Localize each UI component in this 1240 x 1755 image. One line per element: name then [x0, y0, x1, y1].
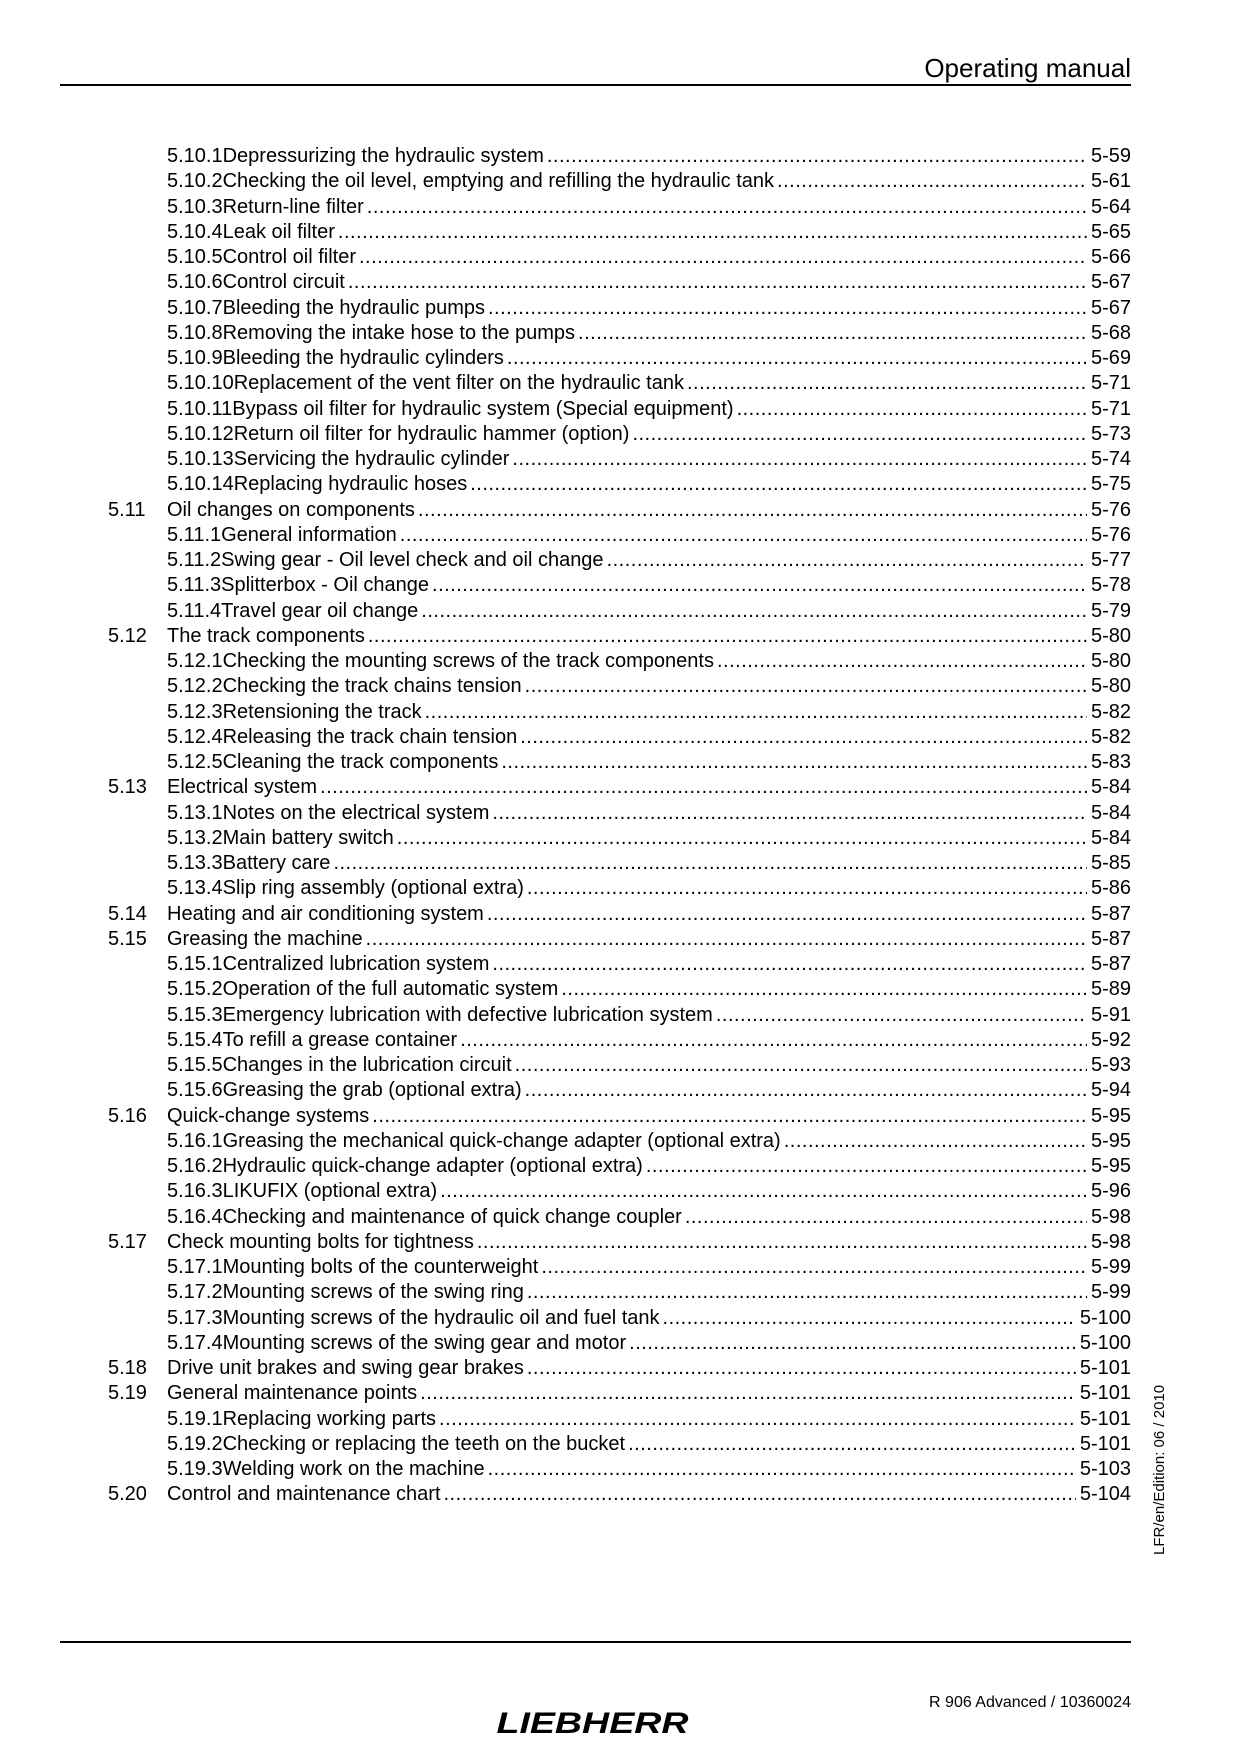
- toc-entry-title: Changes in the lubrication circuit: [222, 1054, 512, 1076]
- toc-dot-leader: [348, 270, 1087, 295]
- toc-entry: [108, 371, 1131, 396]
- toc-dot-leader: [440, 1179, 1087, 1204]
- toc-entry-number: 5.10.8: [167, 321, 223, 344]
- toc-entry-page: 5-68: [1090, 321, 1131, 344]
- toc-entry-page: 5-74: [1090, 448, 1131, 470]
- toc-entry-page: 5-64: [1090, 195, 1131, 218]
- header-divider: [60, 84, 1131, 86]
- toc-dot-leader: [717, 649, 1087, 674]
- toc-entry-page: 5-101: [1079, 1357, 1131, 1379]
- toc-entry-title: Checking or replacing the teeth on the bucket: [222, 1432, 626, 1455]
- toc-entry-page: 5-84: [1090, 801, 1131, 824]
- toc-entry: [108, 573, 1131, 598]
- toc-entry-title: Bleeding the hydraulic pumps: [222, 296, 485, 319]
- document-code: R 906 Advanced / 10360024: [929, 1694, 1131, 1711]
- toc-entry-title: Mounting screws of the swing gear and motor: [222, 1331, 627, 1354]
- toc-entry-title: Checking the track chains tension: [222, 675, 522, 698]
- footer-divider: [60, 1641, 1131, 1643]
- toc-entry-number: 5.17.2: [167, 1281, 223, 1304]
- toc-dot-leader: [629, 1331, 1076, 1356]
- toc-dot-leader: [460, 1028, 1087, 1053]
- toc-entry: [108, 1306, 1131, 1331]
- toc-entry-title: Battery care: [222, 852, 331, 874]
- toc-entry-number: 5.15.1: [167, 953, 223, 975]
- toc-entry-page: 5-59: [1090, 145, 1131, 167]
- toc-entry: [108, 447, 1131, 472]
- toc-entry: [108, 1407, 1131, 1432]
- toc-dot-leader: [368, 624, 1087, 649]
- toc-dot-leader: [501, 750, 1087, 775]
- toc-entry-title: Control oil filter: [222, 246, 356, 268]
- toc-entry-page: 5-73: [1090, 422, 1131, 445]
- toc-entry: [108, 952, 1131, 977]
- toc-entry-number: 5.11.3: [167, 574, 222, 597]
- toc-entry-number: 5.16.3: [167, 1180, 223, 1203]
- toc-dot-leader: [687, 371, 1087, 396]
- toc-entry-title: Leak oil filter: [222, 220, 335, 243]
- toc-dot-leader: [525, 1078, 1087, 1103]
- toc-entry: [108, 700, 1131, 725]
- toc-entry: [108, 245, 1131, 270]
- toc-entry-page: 5-98: [1090, 1205, 1131, 1228]
- toc-entry-page: 5-83: [1090, 751, 1131, 773]
- table-of-contents: [108, 144, 1131, 1508]
- toc-entry-number: 5.12.1: [167, 650, 223, 672]
- toc-entry-number: 5.10.4: [167, 220, 223, 243]
- toc-entry-number: 5.10.14: [167, 473, 234, 496]
- toc-entry-title: Travel gear oil change: [221, 599, 419, 622]
- toc-entry: [108, 826, 1131, 851]
- toc-entry-title: Cleaning the track components: [222, 751, 499, 773]
- toc-entry-number: 5.11: [108, 498, 146, 521]
- toc-entry-page: 5-86: [1090, 877, 1131, 900]
- document-title: Operating manual: [924, 53, 1131, 83]
- toc-entry: [108, 1154, 1131, 1179]
- toc-entry-page: 5-80: [1090, 675, 1131, 698]
- liebherr-logo: [495, 1708, 690, 1736]
- toc-dot-leader: [420, 1381, 1076, 1406]
- toc-entry-title: Replacing hydraulic hoses: [233, 473, 468, 496]
- toc-entry: [108, 977, 1131, 1002]
- toc-entry-page: 5-95: [1090, 1129, 1131, 1152]
- toc-entry-number: 5.15.5: [167, 1054, 223, 1076]
- toc-entry-page: 5-101: [1079, 1382, 1131, 1405]
- toc-dot-leader: [607, 548, 1087, 573]
- toc-entry-number: 5.13: [108, 776, 147, 799]
- toc-entry-page: 5-99: [1090, 1281, 1131, 1304]
- toc-dot-leader: [492, 801, 1087, 826]
- toc-entry-title: Retensioning the track: [222, 700, 422, 723]
- toc-entry-number: 5.12.5: [167, 751, 223, 773]
- toc-entry-number: 5.17.4: [167, 1331, 223, 1354]
- toc-entry-number: 5.16.2: [167, 1155, 223, 1177]
- toc-entry: [108, 1205, 1131, 1230]
- toc-entry-page: 5-75: [1090, 473, 1131, 496]
- toc-entry: [108, 1053, 1131, 1078]
- toc-entry-title: Electrical system: [167, 776, 318, 799]
- toc-dot-leader: [400, 523, 1087, 548]
- toc-entry-page: 5-87: [1090, 902, 1131, 925]
- toc-entry-title: Checking and maintenance of quick change coupler: [222, 1205, 682, 1228]
- toc-entry: [108, 346, 1131, 371]
- toc-entry-number: 5.18: [108, 1357, 147, 1379]
- toc-dot-leader: [333, 851, 1087, 876]
- toc-entry: [108, 144, 1131, 169]
- toc-dot-leader: [477, 1230, 1087, 1255]
- toc-dot-leader: [507, 346, 1087, 371]
- toc-entry-page: 5-66: [1090, 246, 1131, 268]
- toc-dot-leader: [372, 1104, 1087, 1129]
- toc-entry-page: 5-93: [1090, 1054, 1131, 1076]
- toc-entry-number: 5.10.6: [167, 271, 223, 294]
- toc-entry-page: 5-101: [1079, 1432, 1131, 1455]
- toc-entry: [108, 321, 1131, 346]
- toc-entry-page: 5-65: [1090, 220, 1131, 243]
- toc-dot-leader: [320, 775, 1087, 800]
- toc-dot-leader: [561, 977, 1087, 1002]
- toc-entry-number: 5.11.4: [167, 599, 222, 622]
- toc-entry: [108, 498, 1131, 523]
- toc-entry-number: 5.17: [108, 1230, 147, 1253]
- toc-entry-title: Removing the intake hose to the pumps: [222, 321, 576, 344]
- toc-entry-number: 5.13.1: [167, 801, 223, 824]
- toc-entry-title: To refill a grease container: [222, 1028, 458, 1051]
- toc-entry-page: 5-82: [1090, 700, 1131, 723]
- toc-entry-page: 5-76: [1090, 523, 1131, 546]
- toc-entry-page: 5-76: [1090, 498, 1131, 521]
- toc-entry: [108, 775, 1131, 800]
- toc-entry-title: Main battery switch: [222, 826, 394, 849]
- toc-entry-number: 5.20: [108, 1483, 147, 1506]
- toc-dot-leader: [492, 952, 1087, 977]
- toc-entry-number: 5.12.3: [167, 700, 223, 723]
- toc-entry-title: Servicing the hydraulic cylinder: [233, 448, 510, 470]
- toc-entry-page: 5-104: [1079, 1483, 1131, 1506]
- toc-entry-page: 5-89: [1090, 978, 1131, 1001]
- toc-entry-number: 5.10.2: [167, 170, 223, 193]
- toc-entry: [108, 1078, 1131, 1103]
- toc-entry: [108, 169, 1131, 194]
- toc-entry: [108, 1003, 1131, 1028]
- toc-entry-number: 5.10.1: [167, 145, 223, 167]
- toc-entry-page: 5-100: [1079, 1306, 1131, 1329]
- toc-dot-leader: [547, 144, 1087, 169]
- toc-entry: [108, 397, 1131, 422]
- toc-entry-number: 5.10.3: [167, 195, 223, 218]
- toc-entry-number: 5.16.4: [167, 1205, 223, 1228]
- toc-entry-title: LIKUFIX (optional extra): [222, 1180, 438, 1203]
- toc-entry-title: Heating and air conditioning system: [167, 902, 484, 925]
- toc-dot-leader: [520, 725, 1087, 750]
- toc-entry-title: Slip ring assembly (optional extra): [222, 877, 524, 900]
- toc-entry-number: 5.10.7: [167, 296, 223, 319]
- toc-entry-number: 5.15.6: [167, 1079, 223, 1102]
- toc-entry-number: 5.15.2: [167, 978, 223, 1001]
- toc-entry-page: 5-84: [1090, 776, 1131, 799]
- toc-dot-leader: [338, 220, 1087, 245]
- toc-dot-leader: [784, 1129, 1087, 1154]
- toc-entry-title: Return oil filter for hydraulic hammer (option): [233, 422, 630, 445]
- toc-entry-title: Emergency lubrication with defective lubrication system: [222, 1003, 713, 1026]
- toc-entry-title: Quick-change systems: [167, 1104, 370, 1127]
- toc-entry-title: Control circuit: [222, 271, 345, 294]
- toc-dot-leader: [737, 397, 1087, 422]
- toc-dot-leader: [525, 674, 1087, 699]
- toc-dot-leader: [488, 296, 1087, 321]
- toc-entry-title: The track components: [167, 624, 365, 647]
- toc-entry-title: Control and maintenance chart: [167, 1483, 441, 1506]
- toc-dot-leader: [628, 1432, 1076, 1457]
- toc-dot-leader: [421, 599, 1087, 624]
- toc-entry-title: Replacing working parts: [222, 1407, 437, 1430]
- toc-entry-number: 5.19.3: [167, 1458, 223, 1480]
- toc-dot-leader: [515, 1053, 1087, 1078]
- toc-dot-leader: [527, 1280, 1087, 1305]
- toc-entry-title: Operation of the full automatic system: [222, 978, 559, 1001]
- toc-dot-leader: [359, 245, 1087, 270]
- toc-entry-page: 5-96: [1090, 1180, 1131, 1203]
- toc-entry-title: Drive unit brakes and swing gear brakes: [167, 1357, 524, 1379]
- toc-dot-leader: [646, 1154, 1087, 1179]
- toc-entry: [108, 725, 1131, 750]
- toc-entry: [108, 851, 1131, 876]
- toc-dot-leader: [632, 422, 1087, 447]
- toc-entry-page: 5-85: [1090, 852, 1131, 874]
- toc-dot-leader: [663, 1306, 1076, 1331]
- toc-entry: [108, 599, 1131, 624]
- toc-entry-page: 5-94: [1090, 1079, 1131, 1102]
- toc-dot-leader: [487, 902, 1087, 927]
- toc-entry-number: 5.19.2: [167, 1432, 223, 1455]
- toc-entry-number: 5.13.2: [167, 826, 223, 849]
- toc-entry-number: 5.12.2: [167, 675, 223, 698]
- toc-entry-title: Return-line filter: [222, 195, 364, 218]
- toc-entry-title: Oil changes on components: [167, 498, 415, 521]
- toc-entry-page: 5-95: [1090, 1155, 1131, 1177]
- toc-entry: [108, 548, 1131, 573]
- toc-entry-number: 5.10.13: [167, 448, 234, 470]
- toc-entry-title: Releasing the track chain tension: [222, 725, 518, 748]
- toc-dot-leader: [425, 700, 1087, 725]
- toc-entry: [108, 1457, 1131, 1482]
- toc-entry-title: Greasing the grab (optional extra): [222, 1079, 522, 1102]
- toc-entry: [108, 1104, 1131, 1129]
- toc-entry-number: 5.10.5: [167, 246, 223, 268]
- toc-entry: [108, 1381, 1131, 1406]
- toc-entry-page: 5-79: [1090, 599, 1131, 622]
- toc-entry: [108, 1179, 1131, 1204]
- toc-entry: [108, 1129, 1131, 1154]
- toc-entry-number: 5.13.3: [167, 852, 223, 874]
- toc-entry-title: Hydraulic quick-change adapter (optional extra): [222, 1155, 643, 1177]
- toc-entry-number: 5.15.4: [167, 1028, 223, 1051]
- toc-entry-title: Bypass oil filter for hydraulic system (Special equipment): [232, 397, 734, 420]
- toc-entry: [108, 750, 1131, 775]
- toc-entry-title: General maintenance points: [167, 1382, 418, 1405]
- toc-entry-page: 5-80: [1090, 650, 1131, 672]
- toc-dot-leader: [512, 447, 1087, 472]
- svg-text:LIEBHERR: LIEBHERR: [496, 1708, 689, 1736]
- toc-entry-number: 5.14: [108, 902, 147, 925]
- toc-entry-page: 5-67: [1090, 271, 1131, 294]
- toc-entry-page: 5-61: [1090, 170, 1131, 193]
- toc-entry-number: 5.19.1: [167, 1407, 223, 1430]
- toc-entry-page: 5-84: [1090, 826, 1131, 849]
- toc-entry-title: Mounting screws of the hydraulic oil and fuel tank: [222, 1306, 660, 1329]
- toc-entry-page: 5-67: [1090, 296, 1131, 319]
- toc-entry: [108, 220, 1131, 245]
- toc-dot-leader: [527, 876, 1087, 901]
- toc-entry-number: 5.16.1: [167, 1129, 223, 1152]
- toc-entry-page: 5-99: [1090, 1256, 1131, 1278]
- toc-entry-page: 5-71: [1090, 397, 1131, 420]
- toc-entry-page: 5-78: [1090, 574, 1131, 597]
- toc-dot-leader: [444, 1482, 1076, 1507]
- toc-dot-leader: [685, 1205, 1087, 1230]
- toc-entry-title: Mounting screws of the swing ring: [222, 1281, 524, 1304]
- toc-entry-title: General information: [221, 523, 397, 546]
- toc-entry: [108, 801, 1131, 826]
- toc-dot-leader: [397, 826, 1087, 851]
- toc-entry: [108, 1255, 1131, 1280]
- toc-entry-page: 5-87: [1090, 953, 1131, 975]
- toc-entry-number: 5.11.1: [167, 523, 222, 546]
- toc-entry: [108, 195, 1131, 220]
- toc-entry-title: Greasing the machine: [167, 927, 363, 950]
- toc-dot-leader: [541, 1255, 1087, 1280]
- toc-entry-number: 5.15: [108, 927, 147, 950]
- toc-entry-page: 5-69: [1090, 347, 1131, 369]
- toc-entry-title: Splitterbox - Oil change: [221, 574, 430, 597]
- toc-entry-page: 5-103: [1079, 1458, 1131, 1480]
- toc-entry-number: 5.19: [108, 1382, 147, 1405]
- toc-entry-title: Checking the mounting screws of the track components: [222, 650, 714, 672]
- toc-entry: [108, 1280, 1131, 1305]
- toc-entry: [108, 1432, 1131, 1457]
- toc-entry-title: Notes on the electrical system: [222, 801, 490, 824]
- toc-entry-page: 5-91: [1090, 1003, 1131, 1026]
- toc-entry-page: 5-98: [1090, 1230, 1131, 1253]
- toc-entry: [108, 649, 1131, 674]
- toc-dot-leader: [527, 1356, 1076, 1381]
- toc-entry-title: Centralized lubrication system: [222, 953, 490, 975]
- toc-entry: [108, 472, 1131, 497]
- edition-label: LFR/en/Edition: 06 / 2010: [1151, 1384, 1168, 1555]
- toc-entry-title: Swing gear - Oil level check and oil change: [221, 549, 604, 571]
- toc-entry-number: 5.17.3: [167, 1306, 223, 1329]
- toc-entry-page: 5-82: [1090, 725, 1131, 748]
- toc-entry-title: Depressurizing the hydraulic system: [222, 145, 544, 167]
- toc-dot-leader: [366, 927, 1087, 952]
- toc-entry-page: 5-92: [1090, 1028, 1131, 1051]
- toc-entry-page: 5-71: [1090, 372, 1131, 395]
- toc-entry-number: 5.12.4: [167, 725, 223, 748]
- toc-entry-number: 5.13.4: [167, 877, 223, 900]
- toc-entry-title: Bleeding the hydraulic cylinders: [222, 347, 504, 369]
- toc-entry-page: 5-87: [1090, 927, 1131, 950]
- toc-dot-leader: [418, 498, 1087, 523]
- toc-entry: [108, 1356, 1131, 1381]
- toc-entry-page: 5-100: [1079, 1331, 1131, 1354]
- toc-entry: [108, 1028, 1131, 1053]
- toc-dot-leader: [578, 321, 1087, 346]
- toc-entry-page: 5-95: [1090, 1104, 1131, 1127]
- toc-dot-leader: [488, 1457, 1076, 1482]
- toc-entry: [108, 296, 1131, 321]
- toc-entry-number: 5.12: [108, 624, 147, 647]
- toc-entry: [108, 674, 1131, 699]
- toc-entry-title: Checking the oil level, emptying and refilling the hydraulic tank: [222, 170, 775, 193]
- toc-entry-page: 5-80: [1090, 624, 1131, 647]
- toc-entry-number: 5.17.1: [167, 1256, 223, 1278]
- toc-entry: [108, 1230, 1131, 1255]
- toc-entry-number: 5.15.3: [167, 1003, 223, 1026]
- toc-entry-title: Mounting bolts of the counterweight: [222, 1256, 539, 1278]
- toc-entry: [108, 1331, 1131, 1356]
- toc-entry: [108, 1482, 1131, 1507]
- toc-dot-leader: [432, 573, 1087, 598]
- toc-entry: [108, 523, 1131, 548]
- toc-entry-number: 5.11.2: [167, 549, 222, 571]
- toc-entry-number: 5.10.9: [167, 347, 223, 369]
- toc-entry: [108, 422, 1131, 447]
- toc-entry: [108, 902, 1131, 927]
- toc-entry-title: Check mounting bolts for tightness: [167, 1230, 474, 1253]
- toc-entry-number: 5.16: [108, 1104, 147, 1127]
- toc-entry-number: 5.10.11: [167, 397, 233, 420]
- toc-entry: [108, 270, 1131, 295]
- toc-dot-leader: [367, 195, 1087, 220]
- toc-entry-page: 5-77: [1090, 549, 1131, 571]
- toc-entry-page: 5-101: [1079, 1407, 1131, 1430]
- toc-dot-leader: [470, 472, 1087, 497]
- toc-entry: [108, 624, 1131, 649]
- toc-dot-leader: [716, 1003, 1087, 1028]
- toc-entry-number: 5.10.10: [167, 372, 234, 395]
- toc-dot-leader: [439, 1407, 1076, 1432]
- toc-entry-title: Greasing the mechanical quick-change adapter (optional extra): [222, 1129, 781, 1152]
- toc-entry-title: Replacement of the vent filter on the hydraulic tank: [233, 372, 684, 395]
- toc-entry: [108, 927, 1131, 952]
- toc-entry-number: 5.10.12: [167, 422, 234, 445]
- toc-entry: [108, 876, 1131, 901]
- toc-entry-title: Welding work on the machine: [222, 1458, 485, 1480]
- toc-dot-leader: [777, 169, 1087, 194]
